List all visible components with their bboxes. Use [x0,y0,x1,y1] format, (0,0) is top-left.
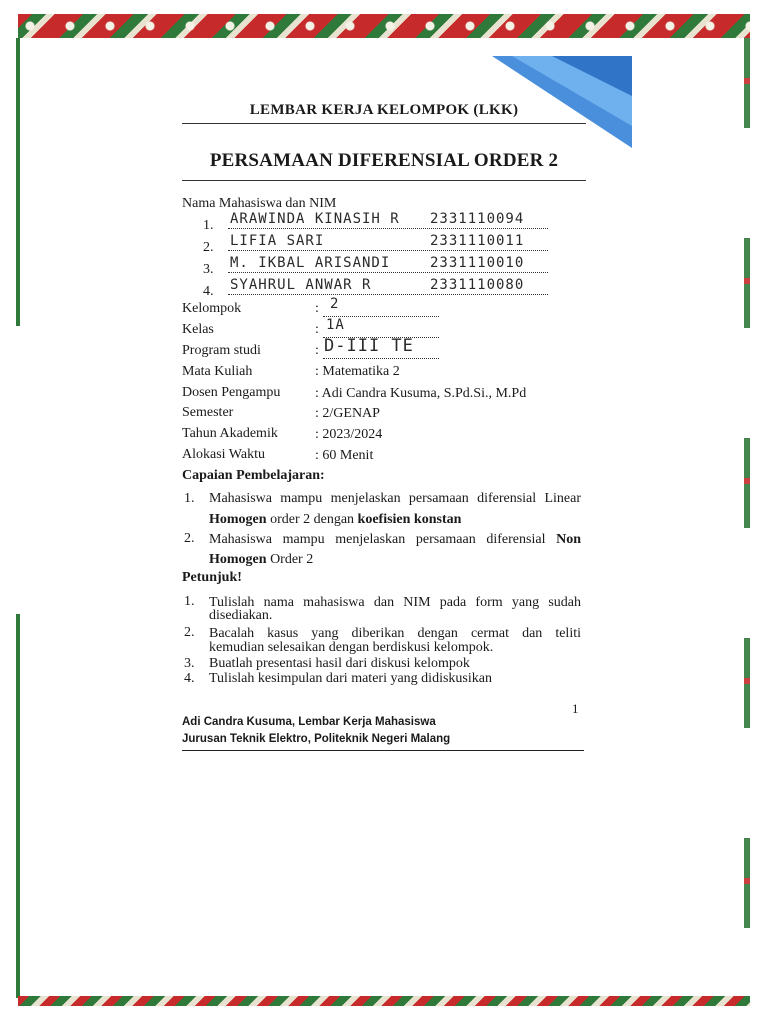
prodi-value: D-III TE [324,336,414,356]
footer-institution: Jurusan Teknik Elektro, Politeknik Negeri Malang [182,733,451,745]
student-row [203,260,214,278]
title-divider [182,123,586,124]
capaian-text: Order 2 [266,552,314,567]
matkul-value: : Matematika 2 [315,364,400,379]
kelompok-dotline [323,302,439,317]
student-name: SYAHRUL ANWAR R [230,277,372,293]
petunjuk-item-line: Tulislah nama mahasiswa dan NIM pada form yang sudah [209,595,581,610]
capaian-heading: Capaian Pembelajaran: [182,468,325,483]
student-number: 3. [203,262,214,277]
capaian-item-line: Mahasiswa mampu menjelaskan persamaan diferensial Linear [209,491,581,506]
petunjuk-number: 2. [184,625,195,640]
capaian-bold-text: Homogen [209,512,267,527]
semester-value: : 2/GENAP [315,406,380,421]
capaian-item-line [209,550,313,569]
batik-border-bottom [18,996,750,1006]
footer-divider [182,750,584,751]
capaian-item-line [209,510,461,529]
capaian-bold-text: Non [556,532,581,547]
footer-author: Adi Candra Kusuma, Lembar Kerja Mahasiswa [182,716,436,728]
capaian-number: 2. [184,531,195,546]
page-number: 1 [572,701,579,716]
student-nim: 2331110080 [430,277,525,293]
petunjuk-number: 3. [184,656,195,671]
kelas-colon: : [315,322,319,337]
alokasi-label: Alokasi Waktu [182,447,265,462]
kelompok-label: Kelompok [182,301,242,316]
tahun-value: : 2023/2024 [315,427,383,442]
matkul-label: Mata Kuliah [182,364,253,379]
prodi-colon: : [315,343,319,358]
student-name: M. IKBAL ARISANDI [230,255,391,271]
batik-border-top [18,14,750,38]
semester-label: Semester [182,405,234,420]
student-name: ARAWINDA KINASIH R [230,211,400,227]
student-name: LIFIA SARI [230,233,325,249]
students-label: Nama Mahasiswa dan NIM [182,196,337,211]
student-row [203,216,214,234]
capaian-text: Mahasiswa mampu menjelaskan persamaan diferensial [209,532,557,547]
prodi-label: Program studi [182,343,261,358]
student-number: 2. [203,240,214,255]
student-row [203,282,214,300]
student-number: 4. [203,284,214,299]
lkk-title: LEMBAR KERJA KELOMPOK (LKK) [249,102,519,118]
petunjuk-number: 4. [184,671,195,686]
dosen-value: : Adi Candra Kusuma, S.Pd.Si., M.Pd [315,386,527,401]
tahun-label: Tahun Akademik [182,426,278,441]
petunjuk-item-line: kemudian selesaikan dengan berdiskusi kelompok. [209,640,494,655]
petunjuk-item-line: Bacalah kasus yang diberikan dengan cermat dan teliti [209,626,581,641]
alokasi-value: : 60 Menit [315,448,374,463]
capaian-bold-text: koefisien konstan [357,512,462,527]
capaian-number: 1. [184,491,195,506]
student-nim: 2331110011 [430,233,525,249]
student-number: 1. [203,218,214,233]
main-title-divider [182,180,586,181]
kelas-label: Kelas [182,322,214,337]
petunjuk-item-line: Tulislah kesimpulan dari materi yang didiskusikan [209,671,492,686]
kelas-value: 1A [326,317,345,333]
kelompok-value: 2 [330,296,340,312]
student-nim: 2331110010 [430,255,525,271]
main-title: PERSAMAAN DIFERENSIAL ORDER 2 [209,150,559,171]
petunjuk-item-line: disediakan. [209,608,273,623]
petunjuk-heading: Petunjuk! [182,570,242,585]
student-row [203,238,214,256]
kelompok-colon: : [315,301,319,316]
capaian-text: order 2 dengan [266,512,358,527]
petunjuk-number: 1. [184,594,195,609]
student-nim: 2331110094 [430,211,525,227]
capaian-bold-text: Homogen [209,552,267,567]
petunjuk-item-line: Buatlah presentasi hasil dari diskusi kelompok [209,656,470,671]
batik-border-left [16,38,20,998]
batik-border-right [744,38,750,998]
capaian-item-line [209,530,581,549]
dosen-label: Dosen Pengampu [182,385,281,400]
